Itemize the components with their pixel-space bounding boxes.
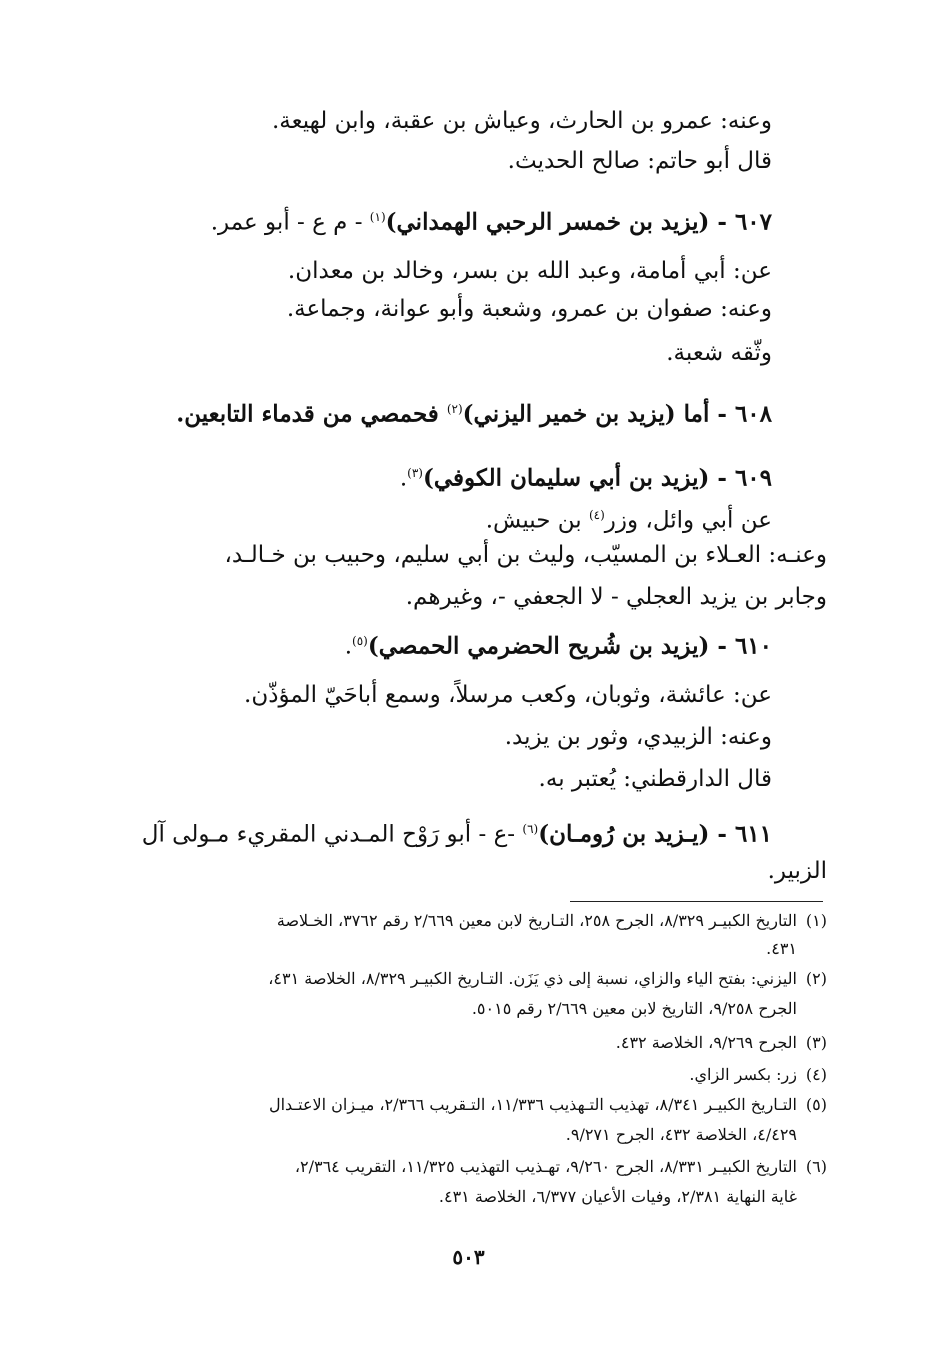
page-number: ٥٠٣ [452,1245,485,1269]
entry-610-heading: ٦١٠ - (يزيد بن شُريح الحضرمي الحمصي) [367,632,772,660]
footnote-ref-6: (٦) [522,822,539,836]
footnote-ref-2: (٢) [446,402,463,416]
body-line-15: قال الدارقطني: يُعتبر به. [538,766,772,792]
footnote-5 [269,1092,827,1118]
body-line-17: الزبير. [767,858,827,884]
body-line-2: قال أبو حاتم: صالح الحديث. [507,148,772,174]
body-line-9-b: بن حبيش. [485,507,589,534]
footnote-2 [268,966,827,992]
entry-610-tail: . [344,633,353,660]
footnote-divider [570,901,823,902]
body-line-9-a: عن أبي وائل، وزر [604,507,772,534]
footnote-2-line-2: الجرح ٩/٢٥٨، التاريخ لابن معين ٢/٦٦٩ رقم ٥٠١٥. [471,999,797,1018]
footnote-6-number: (٦) [805,1157,827,1176]
body-line-9 [486,498,772,538]
entry-607-heading: ٦٠٧ - (يزيد بن خمسر الرحبي الهمداني) [385,208,772,236]
entry-609-tail: . [399,465,408,492]
footnote-1 [277,908,827,934]
footnote-1-line-1: التاريخ الكبيـر ٨/٣٢٩، الجرح ٢٥٨، التـاريخ لابن معين ٢/٦٦٩ رقم ٣٧٦٢، الخـلاصة [276,911,797,930]
entry-608-heading: ٦٠٨ - أما (يزيد بن خمير اليزني) [462,400,772,428]
footnote-ref-4: (٤) [588,508,605,522]
footnote-5-line-2: ٤/٤٢٩، الخلاصة ٤٣٢، الجرح ٩/٢٧١. [565,1125,797,1144]
entry-607-tail: - م ع - أبو عمر. [210,209,370,236]
footnote-4-line-1: زر: بكسر الزاي. [689,1065,797,1084]
footnote-6 [295,1154,827,1180]
footnote-ref-5: (٥) [352,634,368,648]
footnote-6-line-1: التاريخ الكبيـر ٨/٣٣١، الجرح ٩/٢٦٠، تهـذيب التهذيب ١١/٣٢٥، التقريب ٢/٣٦٤، [294,1157,797,1176]
entry-609 [400,456,772,496]
entry-608 [176,392,772,432]
body-line-4: عن: أبي أمامة، وعبد الله بن بسر، وخالد بن معدان. [287,258,772,284]
footnote-3-number: (٣) [805,1033,827,1052]
footnote-2-number: (٢) [805,969,827,988]
footnote-6-line-2: غاية النهاية ٢/٣٨١، وفيات الأعيان ٦/٣٧٧، الخلاصة ٤٣١. [438,1187,797,1206]
footnote-3-line-1: الجرح ٩/٢٦٩، الخلاصة ٤٣٢. [615,1033,797,1052]
body-line-6: وثّقه شعبة. [666,340,772,366]
footnote-ref-1: (١) [369,210,386,224]
body-line-1: وعنه: عمرو بن الحارث، وعياش بن عقبة، وابن لهيعة. [271,108,772,134]
body-line-5: وعنه: صفوان بن عمرو، وشعبة وأبو عوانة، وجماعة. [286,296,772,322]
body-line-14: وعنه: الزبيدي، وثور بن يزيد. [504,724,772,750]
entry-611-tail: -ع - أبو رَوْح المـدني المقريء مـولى آل [141,821,523,848]
footnote-4-number: (٤) [805,1065,827,1084]
footnote-4 [689,1062,827,1088]
entry-609-heading: ٦٠٩ - (يزيد بن أبي سليمان الكوفي) [422,464,772,492]
entry-608-tail: فحمصي من قدماء التابعين. [176,400,447,428]
footnote-ref-3: (٣) [407,466,423,480]
body-line-11: وجابر بن يزيد العجلي - لا الجعفي -، وغيرهم. [405,584,827,610]
footnote-1-line-2: ٤٣١. [766,939,797,958]
footnote-5-line-1: التـاريخ الكبيـر ٨/٣٤١، تهذيب التـهذيب ١١/٣٣٦، التـقريب ٢/٣٦٦، ميـزان الاعتـدال [268,1095,797,1114]
footnote-1-number: (١) [805,911,827,930]
body-line-10: وعنـه: العـلاء بن المسيّب، وليث بن أبي سليم، وحبيب بن خـالـد، [224,542,827,568]
footnote-5-number: (٥) [805,1095,827,1114]
body-line-13: عن: عائشة، وثوبان، وكعب مرسلاً، وسمع أباحَيّ المؤذّن. [244,682,772,708]
footnote-3 [616,1030,827,1056]
entry-610 [345,624,772,664]
entry-611 [142,812,772,852]
footnote-2-line-1: اليزني: بفتح الياء والزاي، نسبة إلى ذي يَزَن. التـاريخ الكبيـر ٨/٣٢٩، الخلاصة ٤٣١، [268,969,797,988]
entry-611-heading: ٦١١ - (يـزيد بن رُومـان) [538,820,772,848]
entry-607 [211,200,772,240]
